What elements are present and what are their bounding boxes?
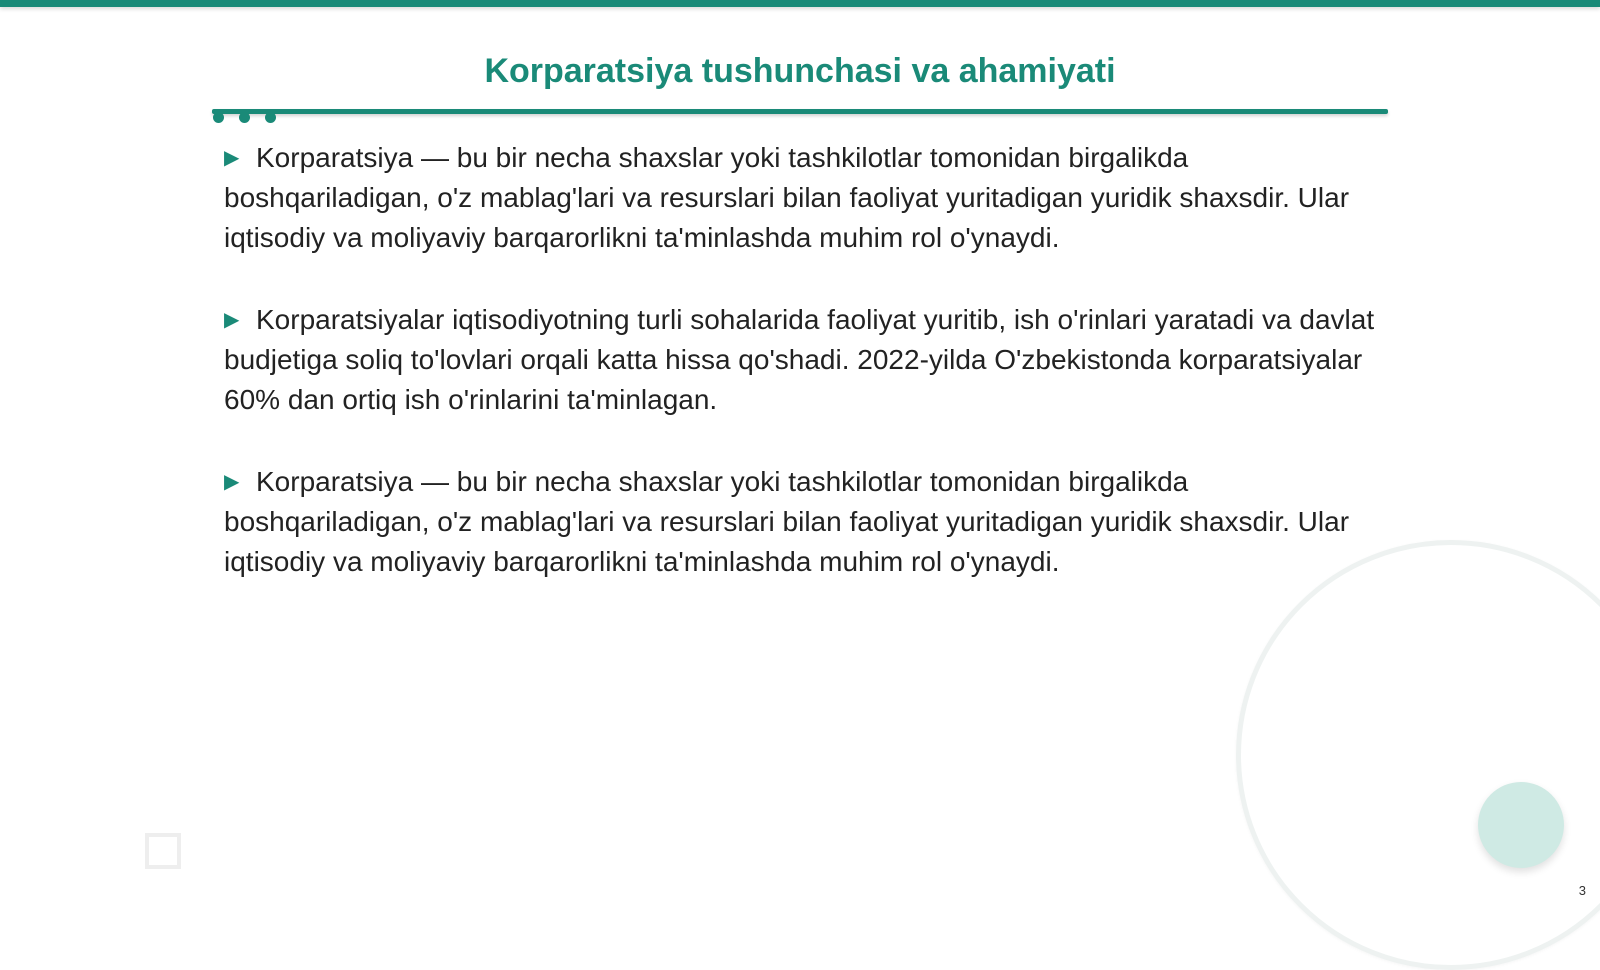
triangle-right-icon: ▶ xyxy=(224,309,240,331)
title-underline xyxy=(212,109,1388,114)
slide-title: Korparatsiya tushunchasi va ahamiyati xyxy=(484,52,1116,90)
slide-content xyxy=(224,138,1384,624)
decorative-dot xyxy=(239,112,250,123)
top-accent-bar xyxy=(0,0,1600,7)
bullet-item xyxy=(224,138,1384,258)
bullet-text: Korparatsiya — bu bir necha shaxslar yoki tashkilotlar tomonidan birgalikda boshqariladigan, o'z mablag'lari va resurslari bilan faoliyat yuritadigan yuridik shaxsdir. Ular iqtisodiy va moliyaviy barqarorlikni ta'minlashda muhim rol o'ynaydi. xyxy=(224,466,1350,577)
decorative-circle xyxy=(1478,782,1564,868)
triangle-right-icon: ▶ xyxy=(224,147,240,169)
decorative-dot xyxy=(213,112,224,123)
bullet-item xyxy=(224,462,1384,582)
page-number: 3 xyxy=(1578,883,1586,898)
triangle-right-icon: ▶ xyxy=(224,471,240,493)
bullet-text: Korparatsiyalar iqtisodiyotning turli sohalarida faoliyat yuritib, ish o'rinlari yaratadi va davlat budjetiga soliq to'lovlari orqali katta hissa qo'shadi. 2022-yilda O'zbekistonda korparatsiyalar 60% dan ortiq ish o'rinlarini ta'minlagan. xyxy=(224,304,1375,415)
decorative-dot xyxy=(265,112,276,123)
bullet-text: Korparatsiya — bu bir necha shaxslar yoki tashkilotlar tomonidan birgalikda boshqariladigan, o'z mablag'lari va resurslari bilan faoliyat yuritadigan yuridik shaxsdir. Ular iqtisodiy va moliyaviy barqarorlikni ta'minlashda muhim rol o'ynaydi. xyxy=(224,142,1350,253)
decorative-square xyxy=(145,833,181,869)
bullet-item xyxy=(224,300,1384,420)
